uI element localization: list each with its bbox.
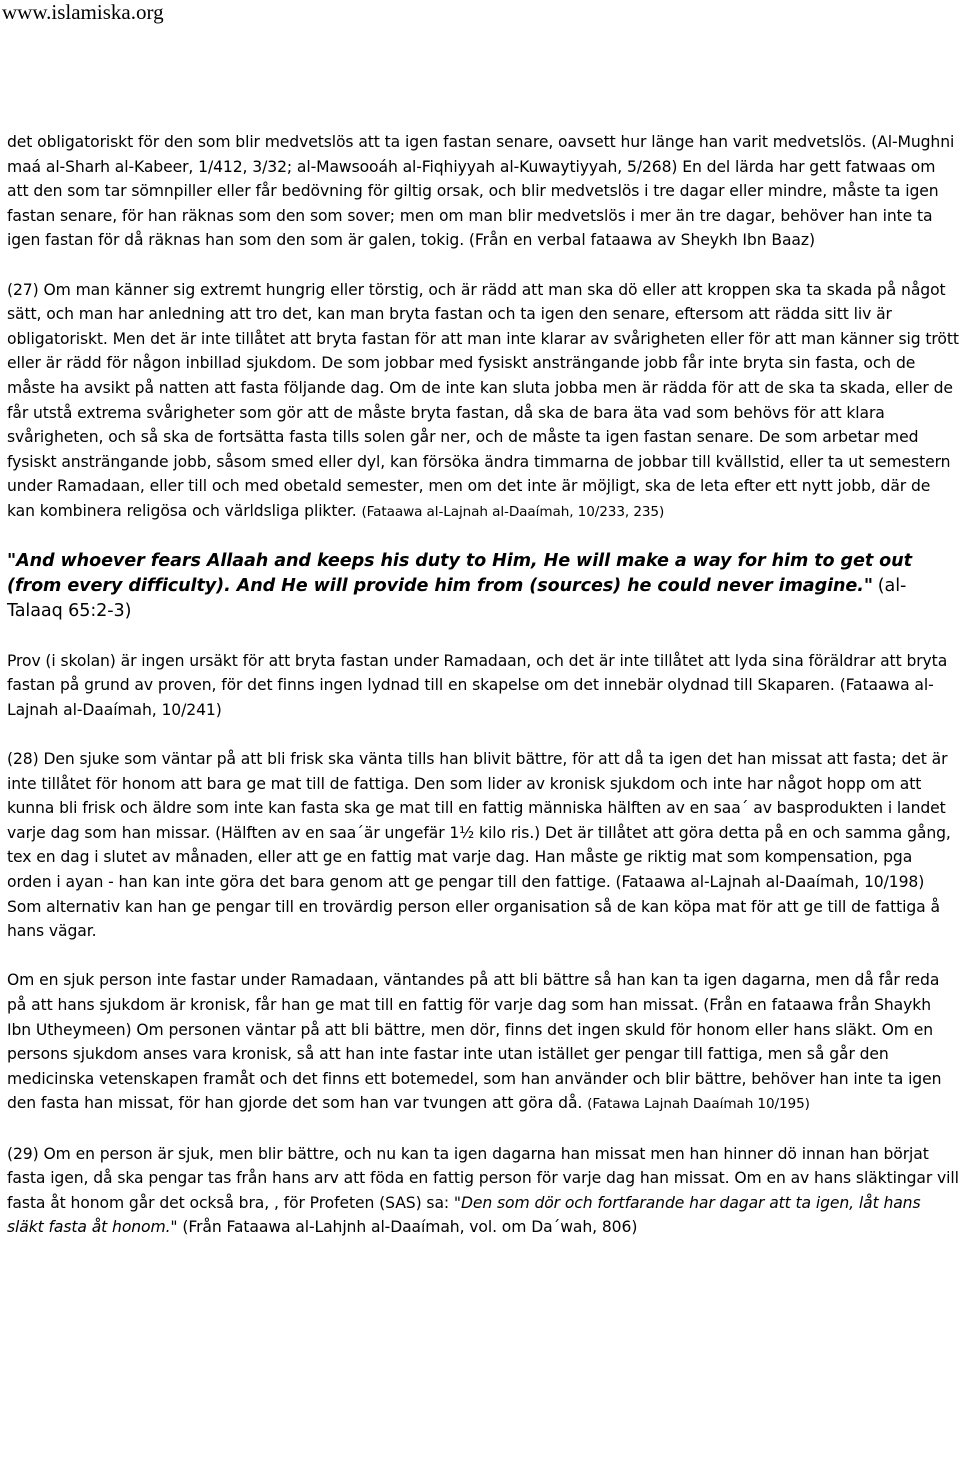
paragraph-29-ref: (Från Fataawa al-Lahjnh al-Daaímah, vol. om Da´wah, 806) <box>182 1218 638 1237</box>
quran-quote-text: "And whoever fears Allaah and keeps his duty to Him, He will make a way for him to get out (from every difficulty). And He will provide him from (sources) he could never imagine." <box>7 551 912 597</box>
paragraph-29-quote: "Den som dör och fortfarande har dagar att ta igen, låt hans släkt fasta åt honom." <box>7 1193 921 1237</box>
paragraph-27-ref: (Fataawa al-Lajnah al-Daaímah, 10/233, 235) <box>361 503 665 520</box>
quran-quote-ref: (al-Talaaq 65:2-3) <box>7 576 907 622</box>
paragraph-prov: Prov (i skolan) är ingen ursäkt för att bryta fastan under Ramadaan, och det är inte tillåtet att lyda sina föräldrar att bryta fastan på grund av proven, för det finns ingen lydnad till en skapelse om det innebär olydnad till Skaparen. (Fataawa al-Lajnah al-Daaímah, 10/241) <box>7 651 948 719</box>
document-body <box>7 130 959 1240</box>
paragraph-sick-text: Om en sjuk person inte fastar under Ramadaan, väntandes på att bli bättre så han kan ta igen dagarna, men då får reda på att hans sjukdom är kronisk, får han ge mat till en fattig för varje dag som han missat. (Från en fataawa från Shaykh Ibn Utheymeen) Om personen väntar på att bli bättre, men dör, finns det ingen skuld för honom eller hans släkt. Om en persons sjukdom anses vara kronisk, så att han inte fastar inte utan istället ger pengar till fattiga, men så går den medicinska vetenskapen framåt och det finns ett botemedel, som han använder och blir bättre, behöver han inte ta igen den fasta han missat, för han gjorde det som han var tvungen att göra då. <box>7 971 942 1113</box>
paragraph-29 <box>7 1142 959 1240</box>
quran-quote <box>7 549 959 624</box>
paragraph-sick-ref: (Fatawa Lajnah Daaímah 10/195) <box>587 1096 810 1113</box>
paragraph-27-text: (27) Om man känner sig extremt hungrig eller törstig, och är rädd att man ska dö eller att kroppen ska ta skada på något sätt, och man har anledning att tro det, kan man bryta fastan och ta igen den senare, eftersom att rädda sitt liv är obligatoriskt. Men det är inte tillåtet att bryta fastan för att man inte klarar av svårigheten eller för att man känner sig trött eller är rädd för någon inbillad sjukdom. De som jobbar med fysiskt ansträngande jobb får inte bryta sin fasta, och de måste ha avsikt på natten att fasta följande dag. Om de inte kan sluta jobba men är rädda för att de ska ta skada, eller de får utstå extrema svårigheter som gör att de måste bryta fastan, då ska de bara äta vad som behövs för att klara svårigheten, och så ska de fortsätta fasta tills solen går ner, och de måste ta igen fastan senare. De som arbetar med fysiskt ansträngande jobb, såsom smed eller dyl, kan försöka ändra timmarna de jobbar till kvällstid, eller ta ut semestern under Ramadaan, eller till och med obetald semester, men om det inte är möjligt, ska de leta efter ett nytt jobb, där de kan kombinera religösa och världsliga plikter. <box>7 280 959 520</box>
paragraph-29-text: (29) Om en person är sjuk, men blir bättre, och nu kan ta igen dagarna han missat men han hinner dö innan han börjat fasta igen, då ska pengar tas från hans arv att föda en fattig person för varje dag han missat. Om en av hans släktingar vill fasta åt honom går det också bra, , för Profeten (SAS) sa: <box>7 1144 959 1212</box>
paragraph-28: (28) Den sjuke som väntar på att bli frisk ska vänta tills han blivit bättre, för att då ta igen det han missat att fasta; det är inte tillåtet för honom att bara ge mat till de fattiga. Den som lider av kronisk sjukdom och inte har något hopp om att kunna bli frisk och äldre som inte kan fasta ska ge mat till en fattig människa hälften av en saa´ av basprodukten i landet varje dag som han missar. (Hälften av en saa´är ungefär 1½ kilo ris.) Det är tillåtet att göra detta på en och samma gång, tex en dag i slutet av månaden, eller att ge en fattig mat varje dag. Han måste ge riktig mat som kompensation, pga orden i ayan - han kan inte göra det bara genom att ge pengar till den fattige. (Fataawa al-Lajnah al-Daaímah, 10/198) Som alternativ kan han ge pengar till en trovärdig person eller organisation så de kan köpa mat för att ge till de fattiga å hans vägar. <box>7 750 951 941</box>
site-header: www.islamiska.org <box>2 0 164 24</box>
paragraph-intro: det obligatoriskt för den som blir medvetslös att ta igen fastan senare, oavsett hur länge han varit medvetslös. (Al-Mughni maá al-Sharh al-Kabeer, 1/412, 3/32; al-Mawsooáh al-Fiqhiyyah al-Kuwaytiyyah, 5/268) En del lärda har gett fatwaas om att den som tar sömnpiller eller får bedövning för giltig orsak, och blir medvetslös i tre dagar eller mindre, måste ta igen fastan senare, för han räknas som den som sover; men om man blir medvetslös i mer än tre dagar, behöver han inte ta igen fastan för då räknas han som den som är galen, tokig. (Från en verbal fataawa av Sheykh Ibn Baaz) <box>7 133 955 250</box>
paragraph-27 <box>7 278 959 525</box>
paragraph-sick <box>7 968 959 1117</box>
